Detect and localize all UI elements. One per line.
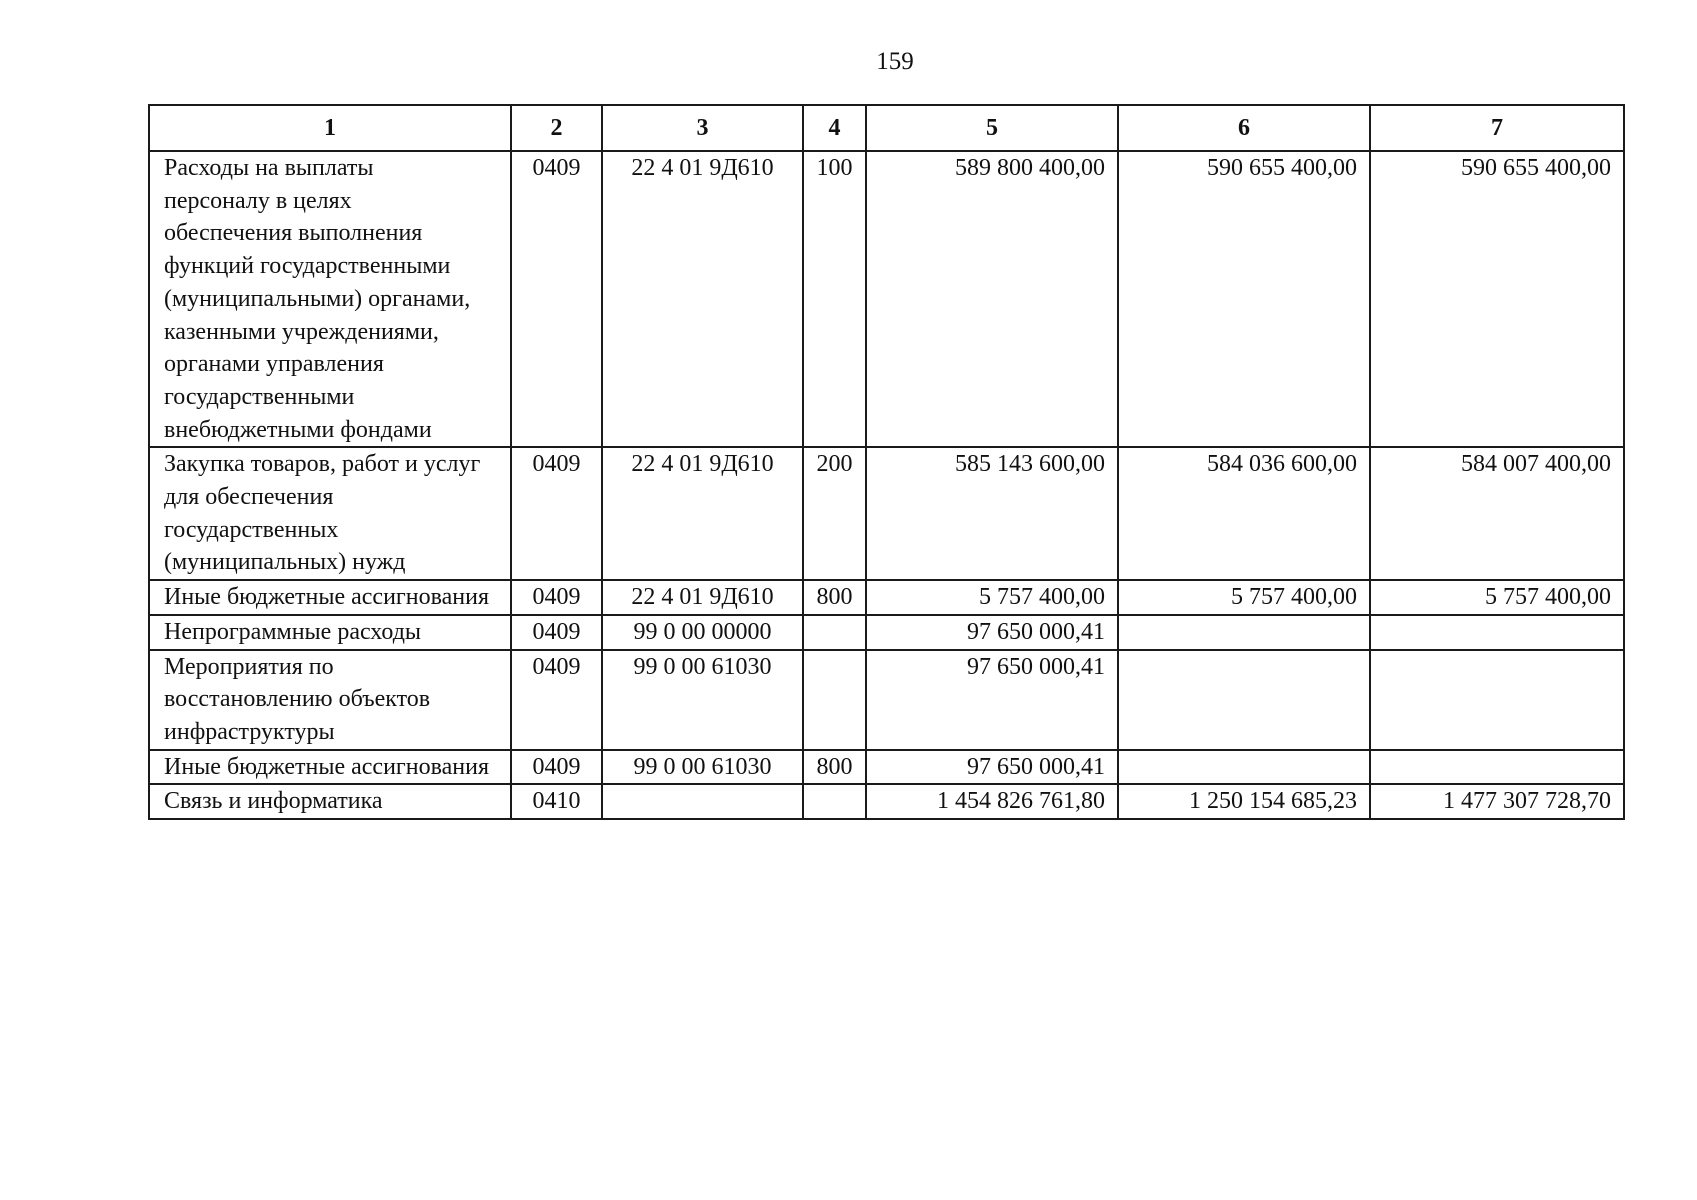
row-name: Закупка товаров, работ и услуг для обеспечения государственных (муниципальных) нужд <box>149 447 511 580</box>
header-col-4: 4 <box>803 105 866 151</box>
header-col-6: 6 <box>1118 105 1370 151</box>
budget-table <box>148 104 1625 820</box>
header-col-7: 7 <box>1370 105 1624 151</box>
row-section: 0409 <box>511 447 602 580</box>
row-amount-2: 584 036 600,00 <box>1118 447 1370 580</box>
row-expense-type <box>803 784 866 819</box>
row-name: Непрограммные расходы <box>149 615 511 650</box>
row-target-article: 22 4 01 9Д610 <box>602 447 803 580</box>
row-amount-3: 1 477 307 728,70 <box>1370 784 1624 819</box>
row-amount-2 <box>1118 650 1370 750</box>
header-col-5: 5 <box>866 105 1118 151</box>
row-expense-type: 200 <box>803 447 866 580</box>
row-name <box>149 151 511 447</box>
table-row <box>149 650 1624 750</box>
row-amount-2: 590 655 400,00 <box>1118 151 1370 447</box>
table-row <box>149 750 1624 785</box>
row-section: 0409 <box>511 615 602 650</box>
row-section: 0410 <box>511 784 602 819</box>
row-amount-3 <box>1370 615 1624 650</box>
row-target-article: 99 0 00 61030 <box>602 650 803 750</box>
row-section: 0409 <box>511 151 602 447</box>
row-expense-type <box>803 615 866 650</box>
row-expense-type: 800 <box>803 750 866 785</box>
row-amount-1: 5 757 400,00 <box>866 580 1118 615</box>
row-section: 0409 <box>511 580 602 615</box>
row-amount-3: 590 655 400,00 <box>1370 151 1624 447</box>
header-row <box>149 105 1624 151</box>
row-amount-1: 97 650 000,41 <box>866 750 1118 785</box>
row-amount-2: 5 757 400,00 <box>1118 580 1370 615</box>
row-amount-2: 1 250 154 685,23 <box>1118 784 1370 819</box>
row-amount-1: 97 650 000,41 <box>866 615 1118 650</box>
row-amount-3: 584 007 400,00 <box>1370 447 1624 580</box>
row-name: Иные бюджетные ассигнования <box>149 750 511 785</box>
row-amount-3 <box>1370 650 1624 750</box>
row-expense-type: 800 <box>803 580 866 615</box>
row-target-article: 22 4 01 9Д610 <box>602 580 803 615</box>
table-row <box>149 580 1624 615</box>
header-col-1: 1 <box>149 105 511 151</box>
row-amount-2 <box>1118 615 1370 650</box>
row-expense-type: 100 <box>803 151 866 447</box>
row-section: 0409 <box>511 650 602 750</box>
row-amount-3 <box>1370 750 1624 785</box>
row-expense-type <box>803 650 866 750</box>
row-section: 0409 <box>511 750 602 785</box>
row-target-article: 99 0 00 00000 <box>602 615 803 650</box>
row-amount-1: 585 143 600,00 <box>866 447 1118 580</box>
row-name-text: Расходы на выплаты персоналу в целях обеспечения выполнения функций государственными (муниципальными) органами, казенными учреждениями, органами управления государственными внебюджетными фондами <box>164 155 471 443</box>
table-row <box>149 151 1624 447</box>
row-name: Иные бюджетные ассигнования <box>149 580 511 615</box>
row-amount-3: 5 757 400,00 <box>1370 580 1624 615</box>
row-target-article <box>602 784 803 819</box>
header-col-3: 3 <box>602 105 803 151</box>
row-amount-1: 1 454 826 761,80 <box>866 784 1118 819</box>
header-col-2: 2 <box>511 105 602 151</box>
row-name: Мероприятия по восстановлению объектов инфраструктуры <box>149 650 511 750</box>
table-row <box>149 615 1624 650</box>
row-amount-1: 97 650 000,41 <box>866 650 1118 750</box>
page-number: 159 <box>876 48 914 75</box>
row-amount-1: 589 800 400,00 <box>866 151 1118 447</box>
table-row <box>149 784 1624 819</box>
row-name: Связь и информатика <box>149 784 511 819</box>
row-target-article: 99 0 00 61030 <box>602 750 803 785</box>
table-row <box>149 447 1624 580</box>
row-target-article: 22 4 01 9Д610 <box>602 151 803 447</box>
row-amount-2 <box>1118 750 1370 785</box>
